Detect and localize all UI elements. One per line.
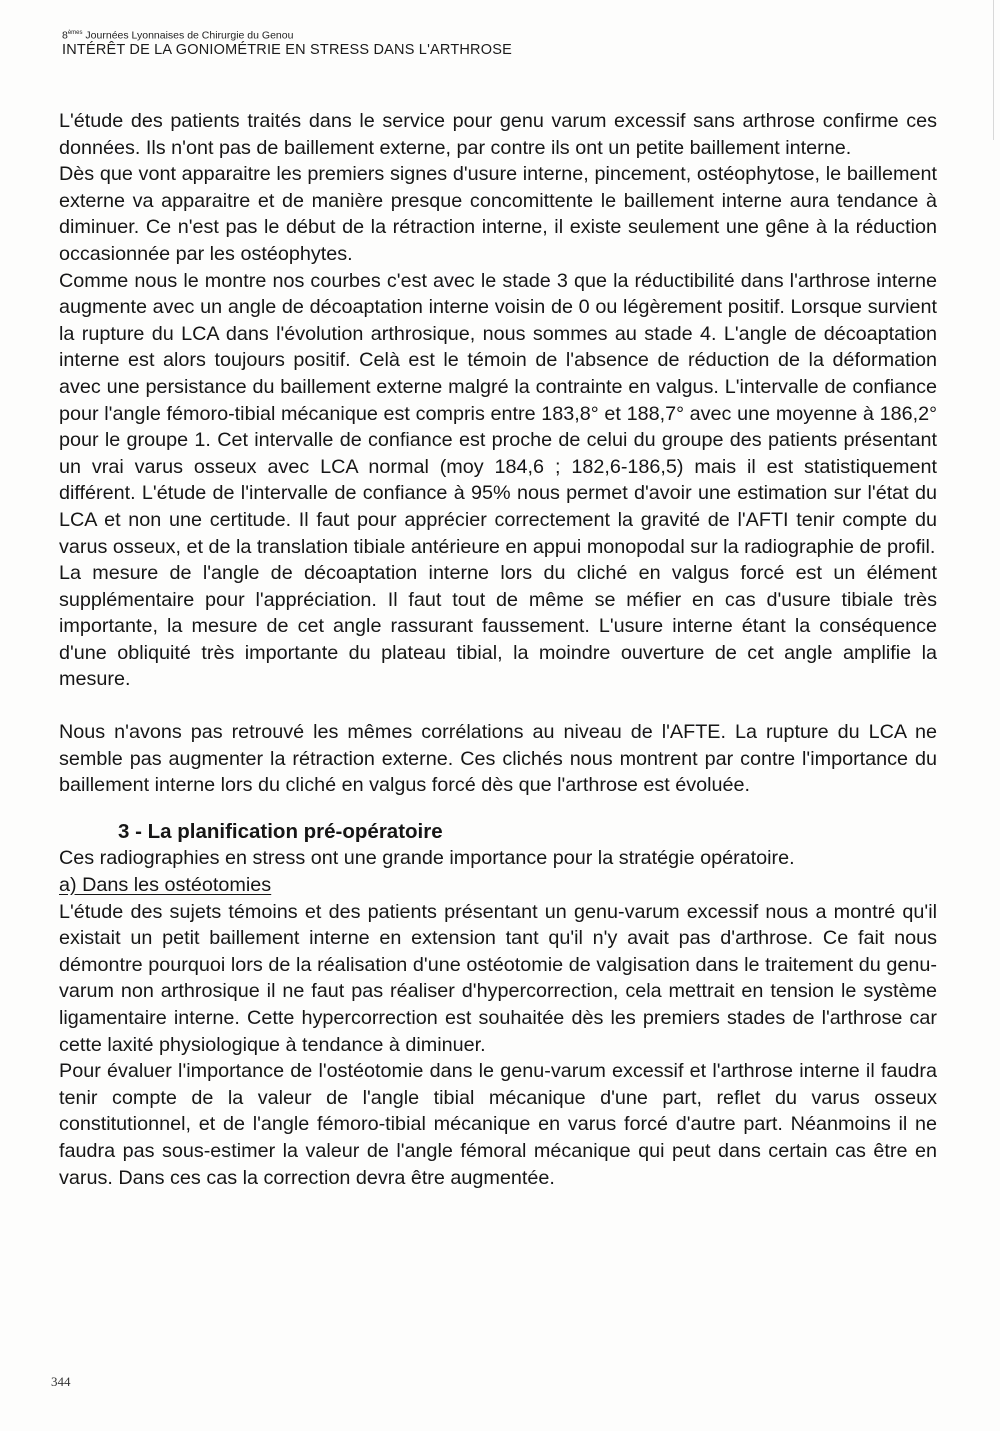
page-number: 344 [51, 1374, 71, 1389]
conference-ordinal: 8 [62, 29, 68, 42]
conference-ordinal-suffix: èmes [67, 30, 83, 36]
paragraph-2: Dès que vont apparaitre les premiers signes d'usure interne, pincement, ostéophytose, le baillement externe va apparaitre et de manière presque concomittente le baillement interne aura tendance à diminuer. Ce n'est pas le début de la rétraction interne, il existe seulement une gêne à la réduction occasionnée par les ostéophytes. [59, 163, 937, 265]
paragraph-5: Nous n'avons pas retrouvé les mêmes corrélations au niveau de l'AFTE. La rupture du LCA ne semble pas augmenter la rétraction externe. Ces clichés nous montrent par contre l'importance du baillement interne lors du cliché en valgus forcé dès que l'arthrose est évoluée. [59, 721, 937, 797]
subsection-a-title [59, 872, 937, 899]
body-text [59, 108, 937, 1191]
chapter-title: INTÉRÊT DE LA GONIOMÉTRIE EN STRESS DANS L'ARTHROSE [62, 42, 512, 59]
running-header [62, 30, 512, 59]
subsection-a-title-text: a) Dans les ostéotomies [59, 874, 272, 897]
scan-edge-mark [993, 0, 1000, 140]
section-gap [59, 799, 937, 819]
paragraph-3: Comme nous le montre nos courbes c'est avec le stade 3 que la réductibilité dans l'arthrose interne augmente avec un angle de décoaptation interne voisin de 0 ou légèrement positif. Lorsque survient la rupture du LCA dans l'évolution arthrosique, nous sommes au stade 4. L'angle de décoaptation interne est alors toujours positif. Celà est le témoin de l'absence de réduction de la déformation avec une persistance du baillement externe malgré la contrainte en valgus. L'intervalle de confiance pour l'angle fémoro-tibial mécanique est compris entre 183,8° et 188,7° avec une moyenne à 186,2° pour le groupe 1. Cet intervalle de confiance est proche de celui du groupe des patients présentant un vrai varus osseux avec LCA normal (moy 184,6 ; 182,6-186,5) mais il est statistiquement différent. L'étude de l'intervalle de confiance à 95% nous permet d'avoir une estimation sur l'état du LCA et non une certitude. Il faut pour apprécier correctement la gravité de l'AFTI tenir compte du varus osseux, et de la translation tibiale antérieure en appui monopodal sur la radiographie de profil. [59, 269, 937, 558]
paragraph-6: L'étude des sujets témoins et des patients présentant un genu-varum excessif nous a montré qu'il existait un petit baillement interne en extension tant qu'il n'y avait pas d'arthrose. Ce fait nous démontre pourquoi lors de la réalisation d'une ostéotomie de valgisation dans le traitement du genu-varum non arthrosique il ne faut pas réaliser d'hypercorrection, cela mettrait en tension le système ligamentaire interne. Cette hypercorrection est souhaitée dès les premiers stades de l'arthrose car cette laxité physiologique à tendance à diminuer. [59, 900, 937, 1056]
conference-name-text: Journées Lyonnaises de Chirurgie du Genou [82, 29, 294, 42]
paragraph-1: L'étude des patients traités dans le service pour genu varum excessif sans arthrose confirme ces données. Ils n'ont pas de baillement externe, par contre ils ont un petite baillement interne. [59, 110, 937, 159]
paragraph-gap [59, 693, 937, 719]
section-3-intro: Ces radiographies en stress ont une grande importance pour la stratégie opératoire. [59, 847, 795, 870]
paragraph-4: La mesure de l'angle de décoaptation interne lors du cliché en valgus forcé est un élément supplémentaire pour l'appréciation. Il faut tout de même se méfier en cas d'usure tibiale très importante, la mesure de cet angle rassurant faussement. L'usure interne étant la conséquence d'une obliquité très importante du plateau tibial, la moindre ouverture de cet angle amplifie la mesure. [59, 562, 937, 691]
paragraph-7: Pour évaluer l'importance de l'ostéotomie dans le genu-varum excessif et l'arthrose interne il faudra tenir compte de la valeur de l'angle tibial mécanique d'une part, reflet du varus osseux constitutionnel, et de l'angle fémoro-tibial mécanique en varus forcé d'autre part. Néanmoins il ne faudra pas sous-estimer la valeur de l'angle fémoral mécanique qui peut dans certain cas être en varus. Dans ces cas la correction devra être augmentée. [59, 1060, 937, 1189]
conference-name [62, 30, 512, 42]
section-3-title: 3 - La planification pré-opératoire [118, 819, 443, 843]
